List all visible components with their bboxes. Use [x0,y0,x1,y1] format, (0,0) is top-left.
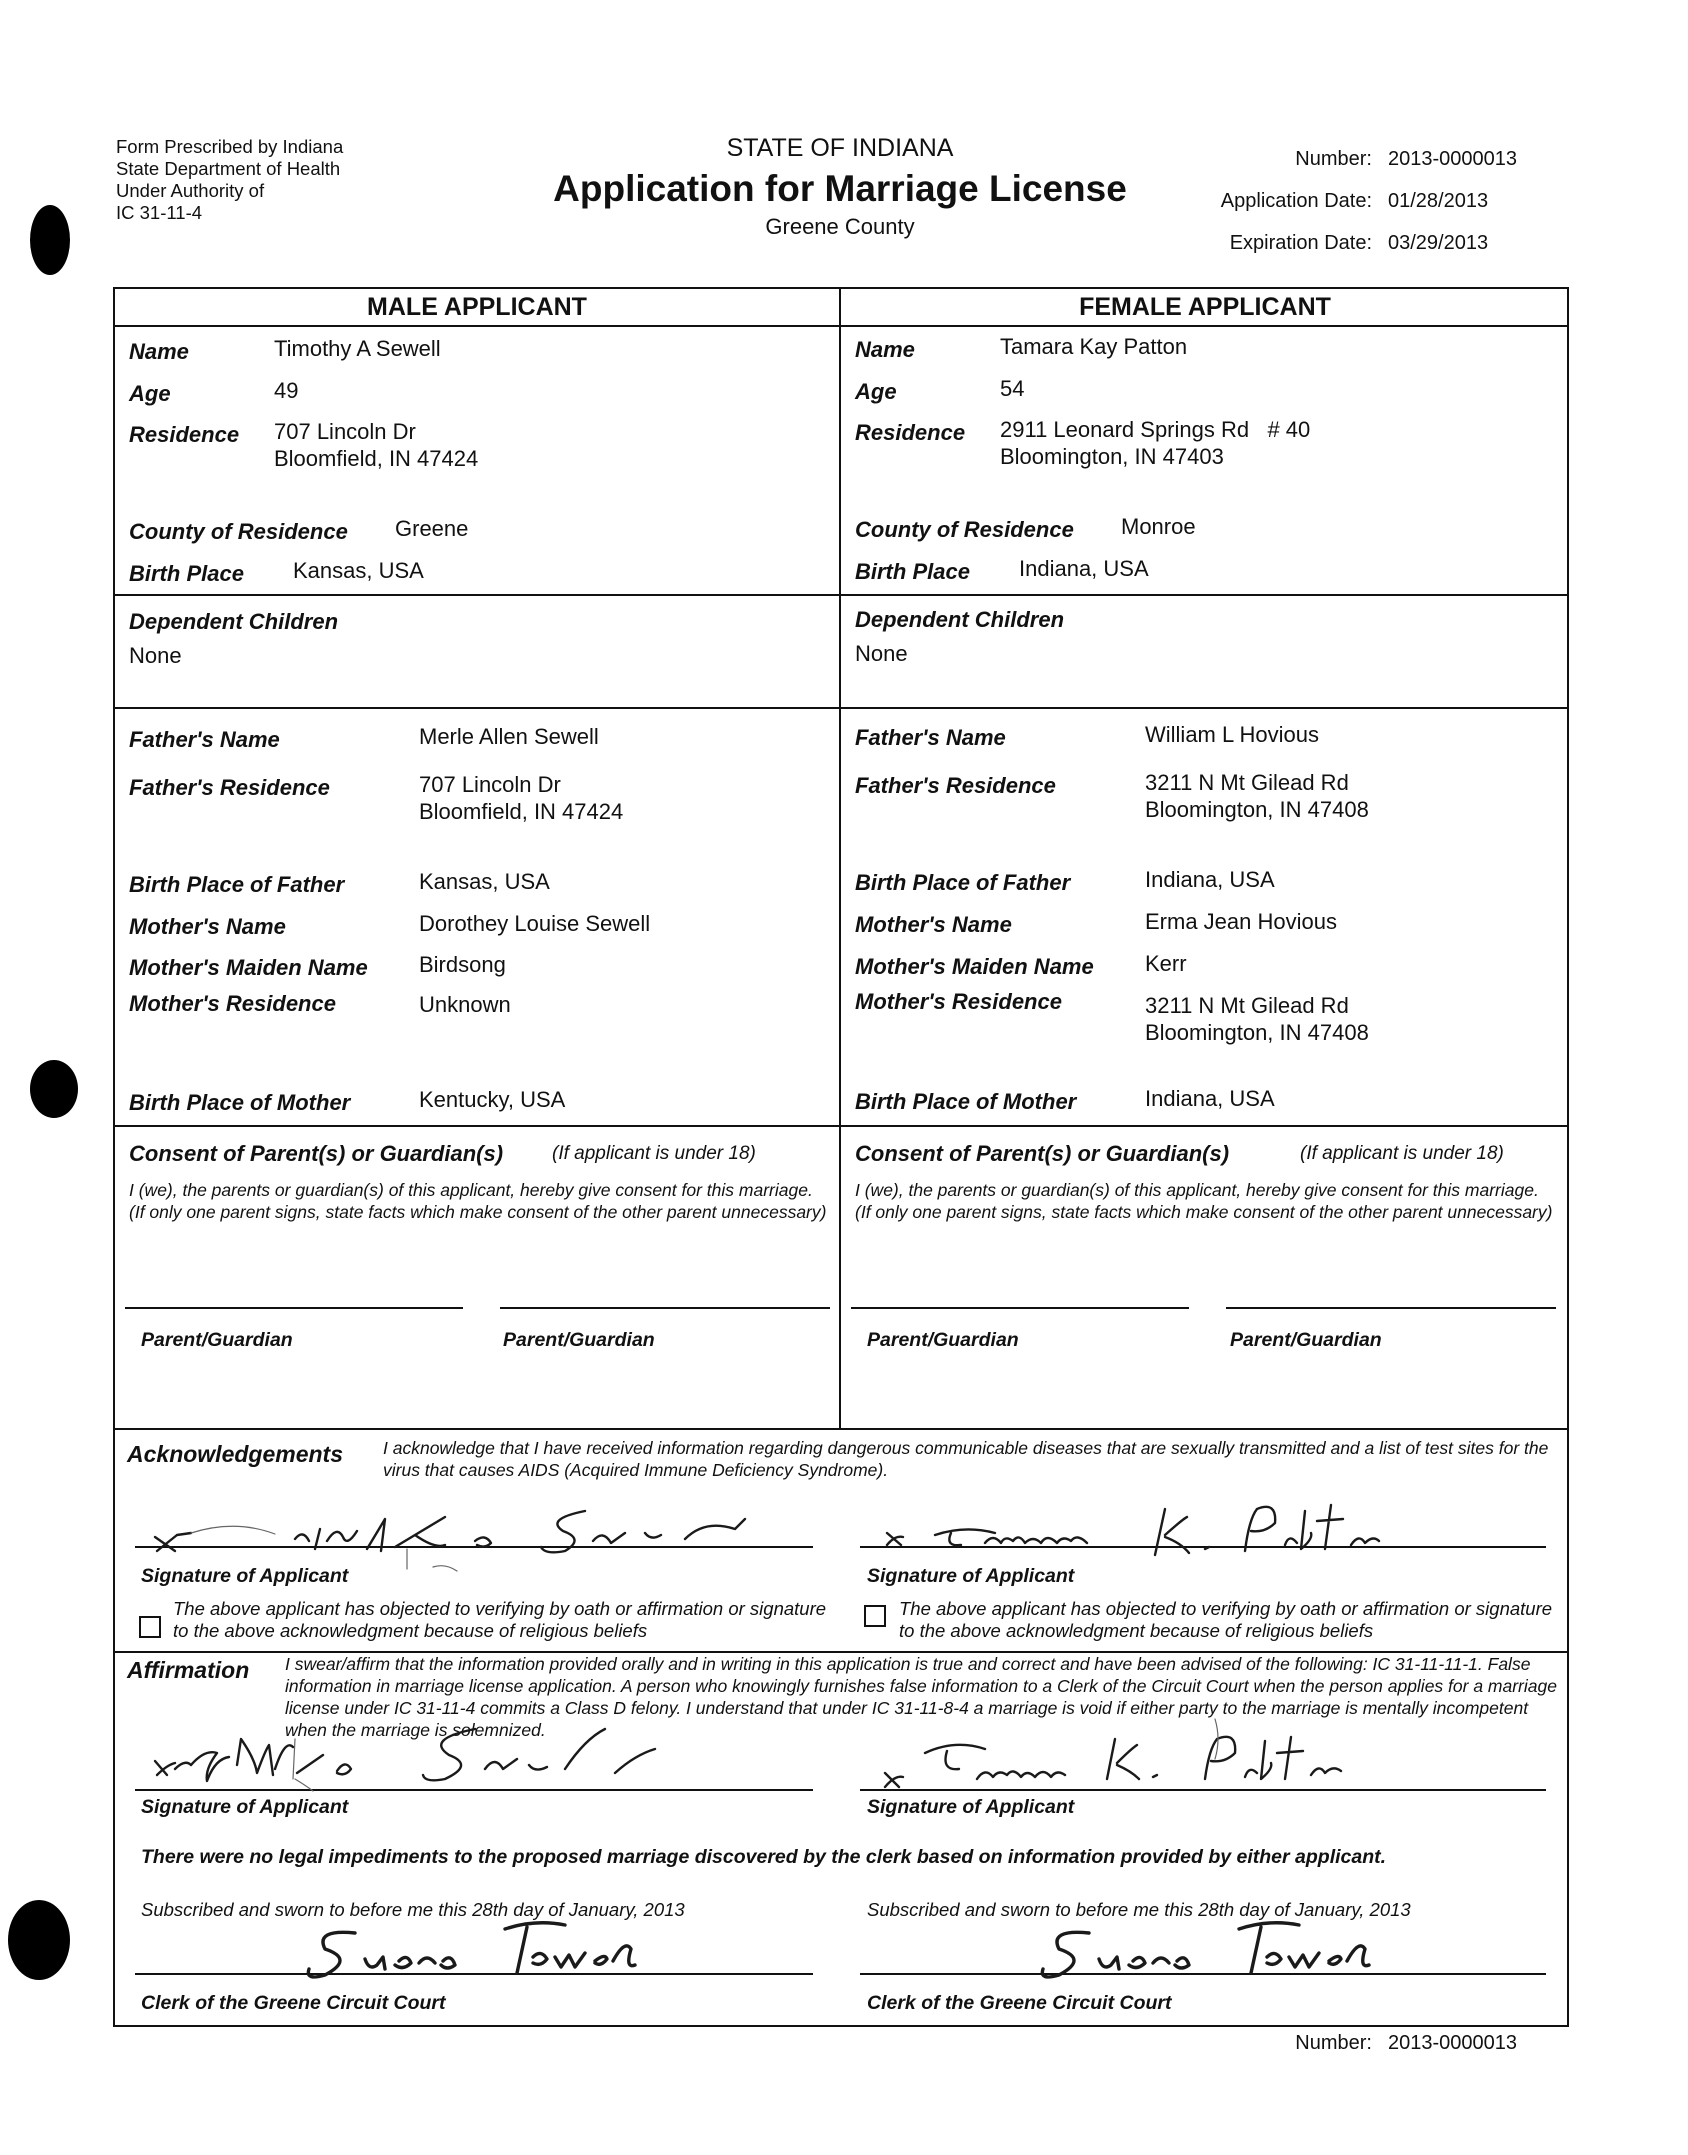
female-ack-signature-label: Signature of Applicant [867,1565,1075,1587]
male-dependent-children: None [129,643,182,668]
number-label: Number: [1295,148,1372,170]
male-ack-signature-label: Signature of Applicant [141,1565,349,1587]
male-objection-text: The above applicant has objected to verifying by oath or affirmation or signature to the above acknowledgment because of religious beliefs [173,1598,827,1641]
female-mothers-name: Erma Jean Hovious [1145,909,1337,934]
male-fathers-name: Merle Allen Sewell [419,724,599,749]
authority-line: Form Prescribed by Indiana [116,136,344,157]
license-info [1150,138,1517,264]
county-name: Greene County [765,214,915,239]
application-date-label: Application Date: [1220,190,1372,212]
punch-hole-top [30,205,70,275]
footer-number-label: Number: [1295,2032,1372,2054]
footer-number [1150,2032,1517,2055]
female-county: Monroe [1121,514,1196,539]
female-affirm-signature [865,1709,1565,1799]
male-residence-line1: 707 Lincoln Dr [274,419,416,444]
female-clerk-signature [1025,1909,1405,1989]
male-parent-signature-line-1 [125,1307,463,1309]
female-objection-checkbox[interactable] [864,1605,886,1627]
expiration-date-label: Expiration Date: [1229,232,1372,254]
application-date-value: 01/28/2013 [1388,190,1489,212]
female-birth-place-mother-label: Birth Place of Mother [855,1089,1077,1114]
male-parent-signature-line-2 [500,1307,830,1309]
male-birth-place-mother: Kentucky, USA [419,1087,566,1112]
expiration-date-value: 03/29/2013 [1388,232,1489,254]
male-affirm-signature [145,1699,825,1799]
female-mothers-residence-line2: Bloomington, IN 47408 [1145,1020,1369,1045]
female-name-label: Name [855,337,915,362]
male-mothers-name-label: Mother's Name [129,914,286,939]
male-mothers-residence-line1: Unknown [419,992,511,1017]
male-fathers-name-label: Father's Name [129,727,280,752]
female-birth-place: Indiana, USA [1019,556,1149,581]
female-affirm-signature-label: Signature of Applicant [867,1796,1075,1818]
male-parent-guardian-label-1: Parent/Guardian [141,1329,293,1351]
male-fathers-residence-label: Father's Residence [129,775,330,800]
female-age: 54 [1000,376,1025,401]
female-consent-title: Consent of Parent(s) or Guardian(s) [855,1141,1230,1166]
male-county: Greene [395,516,469,541]
male-mothers-maiden-name: Birdsong [419,952,506,977]
punch-hole-middle [30,1060,78,1118]
female-name: Tamara Kay Patton [1000,334,1188,359]
male-birth-place-father: Kansas, USA [419,869,550,894]
divider [115,1428,1567,1430]
female-parent-signature-line-1 [851,1307,1189,1309]
female-objection-text: The above applicant has objected to verifying by oath or affirmation or signature to the above acknowledgment because of religious beliefs [899,1598,1553,1641]
female-residence-line1: 2911 Leonard Springs Rd # 40 [1000,417,1311,442]
male-age-label: Age [129,381,171,406]
male-fathers-residence-line1: 707 Lincoln Dr [419,772,561,797]
divider [115,707,1567,709]
female-mothers-name-label: Mother's Name [855,912,1012,937]
female-applicant-heading: FEMALE APPLICANT [1079,293,1331,321]
female-residence-label: Residence [855,420,966,445]
female-parent-guardian-label-2: Parent/Guardian [1230,1329,1382,1351]
form-authority [116,136,436,224]
male-birth-place: Kansas, USA [293,558,424,583]
female-dependent-children-label: Dependent Children [855,607,1065,632]
male-clerk-label: Clerk of the Greene Circuit Court [141,1992,446,2014]
male-dependent-children-label: Dependent Children [129,609,339,634]
male-parent-guardian-label-2: Parent/Guardian [503,1329,655,1351]
female-birth-place-father-label: Birth Place of Father [855,870,1071,895]
male-subscribed-text: Subscribed and sworn to before me this 28th day of January, 2013 [141,1899,685,1920]
male-residence-label: Residence [129,422,240,447]
female-mothers-residence-label: Mother's Residence [855,989,1062,1014]
male-consent-note: (If applicant is under 18) [552,1143,756,1164]
male-county-label: County of Residence [129,519,348,544]
male-objection-checkbox[interactable] [139,1616,161,1638]
female-age-label: Age [855,379,897,404]
male-applicant-heading: MALE APPLICANT [367,293,587,321]
female-mothers-residence-line1: 3211 N Mt Gilead Rd [1145,993,1349,1018]
female-fathers-residence-line2: Bloomington, IN 47408 [1145,797,1369,822]
female-consent-text: I (we), the parents or guardian(s) of this applicant, hereby give consent for this marriage. (If only one parent signs, state facts which make consent of the other parent unnecessary) [855,1180,1553,1222]
number-value: 2013-0000013 [1388,148,1518,170]
male-birth-place-mother-label: Birth Place of Mother [129,1090,351,1115]
female-mothers-maiden-name: Kerr [1145,951,1187,976]
female-fathers-residence-label: Father's Residence [855,773,1056,798]
state-name: STATE OF INDIANA [726,134,954,162]
authority-line: IC 31-11-4 [116,202,203,223]
acknowledgements-text: I acknowledge that I have received information regarding dangerous communicable diseases that are sexually transmitted and a list of test sites for the virus that causes AIDS (Acquired Immune Deficiency Syndrome). [383,1438,1549,1480]
male-mothers-residence-label: Mother's Residence [129,991,336,1016]
male-name-label: Name [129,339,189,364]
female-birth-place-label: Birth Place [855,559,970,584]
authority-line: Under Authority of [116,180,265,201]
female-ack-signature [865,1489,1565,1569]
divider [115,594,1567,596]
punch-hole-bottom [8,1900,70,1980]
female-dependent-children: None [855,641,908,666]
female-residence-line2: Bloomington, IN 47403 [1000,444,1224,469]
male-name: Timothy A Sewell [274,336,441,361]
no-impediments-statement: There were no legal impediments to the proposed marriage discovered by the clerk based on information provided by either applicant. [141,1846,1387,1868]
affirmation-label: Affirmation [127,1657,250,1683]
female-birth-place-mother: Indiana, USA [1145,1086,1275,1111]
authority-line: State Department of Health [116,158,341,179]
male-mothers-name: Dorothey Louise Sewell [419,911,651,936]
female-fathers-name-label: Father's Name [855,725,1006,750]
document-heading [540,133,1140,241]
male-birth-place-father-label: Birth Place of Father [129,872,345,897]
male-residence-line2: Bloomfield, IN 47424 [274,446,479,471]
acknowledgements-label: Acknowledgements [127,1441,343,1467]
female-fathers-name: William L Hovious [1145,722,1320,747]
document-title: Application for Marriage License [553,168,1127,209]
female-fathers-residence-line1: 3211 N Mt Gilead Rd [1145,770,1349,795]
male-mothers-maiden-label: Mother's Maiden Name [129,955,368,980]
female-consent-note: (If applicant is under 18) [1300,1143,1504,1164]
male-clerk-signature [295,1909,655,1989]
male-consent-text: I (we), the parents or guardian(s) of this applicant, hereby give consent for this marriage. (If only one parent signs, state facts which make consent of the other parent unnecessary) [129,1180,827,1222]
female-county-label: County of Residence [855,517,1074,542]
male-consent-title: Consent of Parent(s) or Guardian(s) [129,1141,504,1166]
female-parent-signature-line-2 [1226,1307,1556,1309]
female-clerk-label: Clerk of the Greene Circuit Court [867,1992,1172,2014]
female-mothers-maiden-label: Mother's Maiden Name [855,954,1094,979]
footer-number-value: 2013-0000013 [1388,2032,1518,2054]
affirmation-text: I swear/affirm that the information provided orally and in writing in this application is true and correct and have been advised of the following: IC 31-11-11-1. False information in marriage license application. A person who knowingly furnishes false information to a Clerk of the Circuit Court when the person applies for a marriage license under IC 31-11-4 commits a Class D felony. I understand that under IC 31-11-8-4 a marriage is void if either party to the marriage is mentally incompetent when the marriage is solemnized. [285,1654,1557,1740]
female-subscribed-text: Subscribed and sworn to before me this 28th day of January, 2013 [867,1899,1411,1920]
female-birth-place-father: Indiana, USA [1145,867,1275,892]
male-age: 49 [274,378,299,403]
divider [115,1125,1567,1127]
male-fathers-residence-line2: Bloomfield, IN 47424 [419,799,624,824]
male-birth-place-label: Birth Place [129,561,244,586]
application-form [113,287,1569,2027]
male-affirm-signature-label: Signature of Applicant [141,1796,349,1818]
divider [115,325,1567,327]
column-divider [839,289,841,1428]
female-parent-guardian-label-1: Parent/Guardian [867,1329,1019,1351]
male-ack-signature [145,1489,805,1579]
